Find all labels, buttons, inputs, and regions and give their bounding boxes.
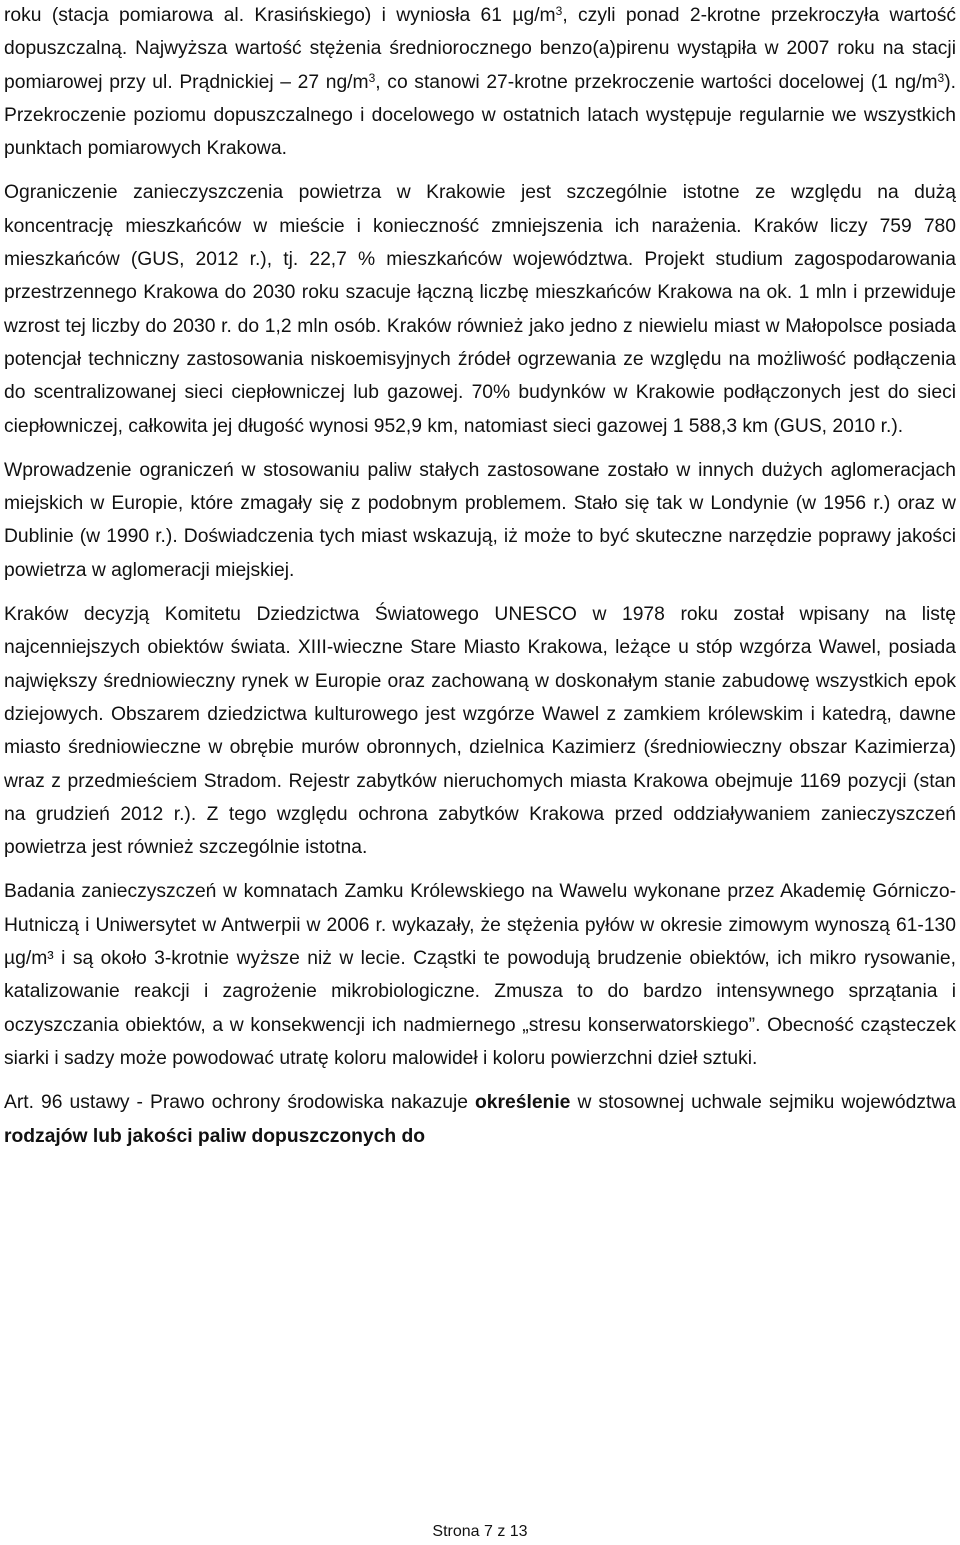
paragraph-krakow-population (4, 176, 956, 442)
document-body (4, 0, 956, 1153)
paragraph-air-quality-exceedances (4, 0, 956, 165)
superscript: 3 (937, 70, 945, 85)
text-segment: Badania zanieczyszczeń w komnatach Zamku Królewskiego na Wawelu wykonane przez Akademię Górniczo-Hutniczą i Uniwersytet w Antwerpii w 2006 r. wykazały, że stężenia pyłów w okresie zimowym wynoszą 61-130 µg/m³ i są około 3-krotnie wyższe niż w lecie. Cząstki te powodują brudzenie obiektów, ich mikro rysowanie, katalizowanie reakcji i zagrożenie mikrobiologiczne. Zmusza to do bardzo intensywnego sprzątania i oczyszczania obiektów, a w konsekwencji ich nadmiernego „stresu konserwatorskiego”. Obecność cząsteczek siarki i sadzy może powodować utratę koloru malowideł i koloru powierzchni dzieł sztuki. (4, 881, 956, 1069)
bold-text: określenie (475, 1092, 571, 1114)
paragraph-unesco-heritage (4, 598, 956, 864)
text-segment: ). Przekroczenie poziomu dopuszczalnego i docelowego w ostatnich latach występuje regularnie we wszystkich punktach pomiarowych Krakowa. (4, 71, 956, 160)
paragraph-environmental-law (4, 1086, 956, 1153)
text-segment: Ograniczenie zanieczyszczenia powietrza w Krakowie jest szczególnie istotne ze względu na dużą koncentrację mieszkańców w mieście i konieczność zmniejszenia ich narażenia. Kraków liczy 759 780 mieszkańców (GUS, 2012 r.), tj. 22,7 % mieszkańców województwa. Projekt studium zagospodarowania przestrzennego Krakowa do 2030 roku szacuje łączną liczbę mieszkańców Krakowa na ok. 1 mln i przewiduje wzrost tej liczby do 2030 r. do 1,2 mln osób. Kraków również jako jedno z niewielu miast w Małopolsce posiada potencjał techniczny zastosowania niskoemisyjnych źródeł ogrzewania ze względu na możliwość podłączenia do scentralizowanej sieci ciepłowniczej lub gazowej. 70% budynków w Krakowie podłączonych jest do sieci ciepłowniczej, całkowita jej długość wynosi 952,9 km, natomiast sieci gazowej 1 588,3 km (GUS, 2010 r.). (4, 182, 956, 437)
superscript: 3 (555, 4, 563, 18)
text-segment: Art. 96 ustawy - Prawo ochrony środowiska nakazuje (4, 1092, 476, 1114)
text-segment: Wprowadzenie ograniczeń w stosowaniu paliw stałych zastosowane zostało w innych dużych aglomeracjach miejskich w Europie, które zmagały się z podobnym problemem. Stało się tak w Londynie (w 1956 r.) oraz w Dublinie (w 1990 r.). Doświadczenia tych miast wskazują, iż może to być skuteczne narzędzie poprawy jakości powietrza w aglomeracji miejskiej. (4, 459, 956, 581)
page-number-footer: Strona 7 z 13 (432, 1523, 528, 1540)
text-segment: Kraków decyzją Komitetu Dziedzictwa Światowego UNESCO w 1978 roku został wpisany na listę najcenniejszych obiektów świata. XIII-wieczne Stare Miasto Krakowa, leżące u stóp wzgórza Wawel, posiada największy średniowieczny rynek w Europie oraz zachowaną w doskonałym stanie zabudowę wszystkich epok dziejowych. Obszarem dziedzictwa kulturowego jest wzgórze Wawel z zamkiem królewskim i katedrą, dawne miasto średniowieczne w obrębie murów obronnych, dzielnica Kazimierz (średniowieczny obszar Kazimierza) wraz z przedmieściem Stradom. Rejestr zabytków nieruchomych miasta Krakowa obejmuje 1169 pozycji (stan na grudzień 2012 r.). Z tego względu ochrona zabytków Krakowa przed oddziaływaniem zanieczyszczeń powietrza jest również szczególnie istotna. (4, 604, 956, 859)
text-segment: roku (stacja pomiarowa al. Krasińskiego) i wyniosła 61 µg/m (4, 5, 556, 26)
text-segment: , co stanowi 27-krotne przekroczenie wartości docelowej (1 ng/m (375, 71, 938, 93)
superscript: 3 (368, 70, 376, 85)
bold-text: rodzajów lub jakości paliw dopuszczonych do (4, 1125, 426, 1147)
paragraph-wawel-pollution-study (4, 875, 956, 1075)
text-segment: w stosownej uchwale sejmiku województwa (570, 1092, 957, 1114)
text-segment: , czyli ponad 2-krotne przekroczyła wartość dopuszczalną. Najwyższa wartość stężenia średniorocznego benzo(a)pirenu wystąpiła w 2007 roku na stacji pomiarowej przy ul. Prądnickiej – 27 ng/m (4, 5, 956, 93)
paragraph-european-restrictions (4, 454, 956, 587)
